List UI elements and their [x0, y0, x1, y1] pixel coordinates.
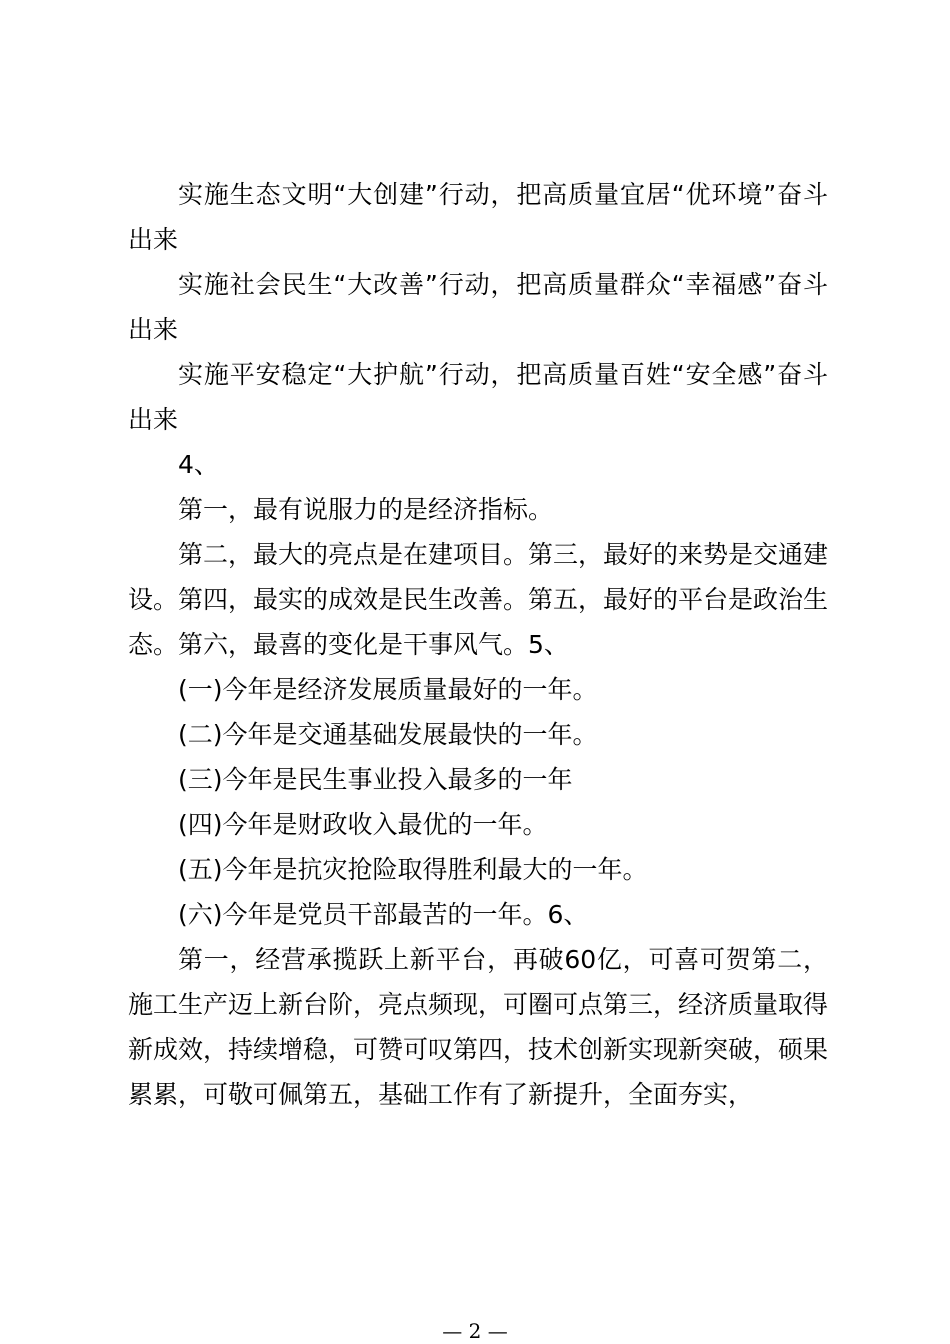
document-body [128, 172, 828, 1117]
paragraph-10: (四)今年是财政收入最优的一年。 [178, 810, 548, 839]
paragraph-9: (三)今年是民生事业投入最多的一年 [178, 765, 573, 794]
page-number: — 2 — [442, 1319, 508, 1343]
paragraph-11: (五)今年是抗灾抢险取得胜利最大的一年。 [178, 855, 648, 884]
paragraph-7: (一)今年是经济发展质量最好的一年。 [178, 675, 598, 704]
paragraph-12: (六)今年是党员干部最苦的一年。6、 [178, 900, 589, 929]
paragraph-8: (二)今年是交通基础发展最快的一年。 [178, 720, 598, 749]
paragraph-2: 实施社会民生“大改善”行动，把高质量群众“幸福感”奋斗出来 [128, 270, 828, 344]
paragraph-4: 4、 [178, 450, 219, 479]
paragraph-5: 第一，最有说服力的是经济指标。 [178, 495, 554, 524]
paragraph-6: 第二，最大的亮点是在建项目。第三，最好的来势是交通建设。第四，最实的成效是民生改善。第五，最好的平台是政治生态。第六，最喜的变化是干事风气。5、 [128, 540, 829, 659]
paragraph-13: 第一，经营承揽跃上新平台，再破60亿，可喜可贺第二，施工生产迈上新台阶，亮点频现，可圈可点第三，经济质量取得新成效，持续增稳，可赞可叹第四，技术创新实现新突破，硕果累累，可敬可佩第五，基础工作有了新提升，全面夯实， [128, 945, 829, 1109]
paragraph-3: 实施平安稳定“大护航”行动，把高质量百姓“安全感”奋斗出来 [128, 360, 828, 434]
paragraph-1: 实施生态文明“大创建”行动，把高质量宜居“优环境”奋斗出来 [128, 180, 828, 254]
